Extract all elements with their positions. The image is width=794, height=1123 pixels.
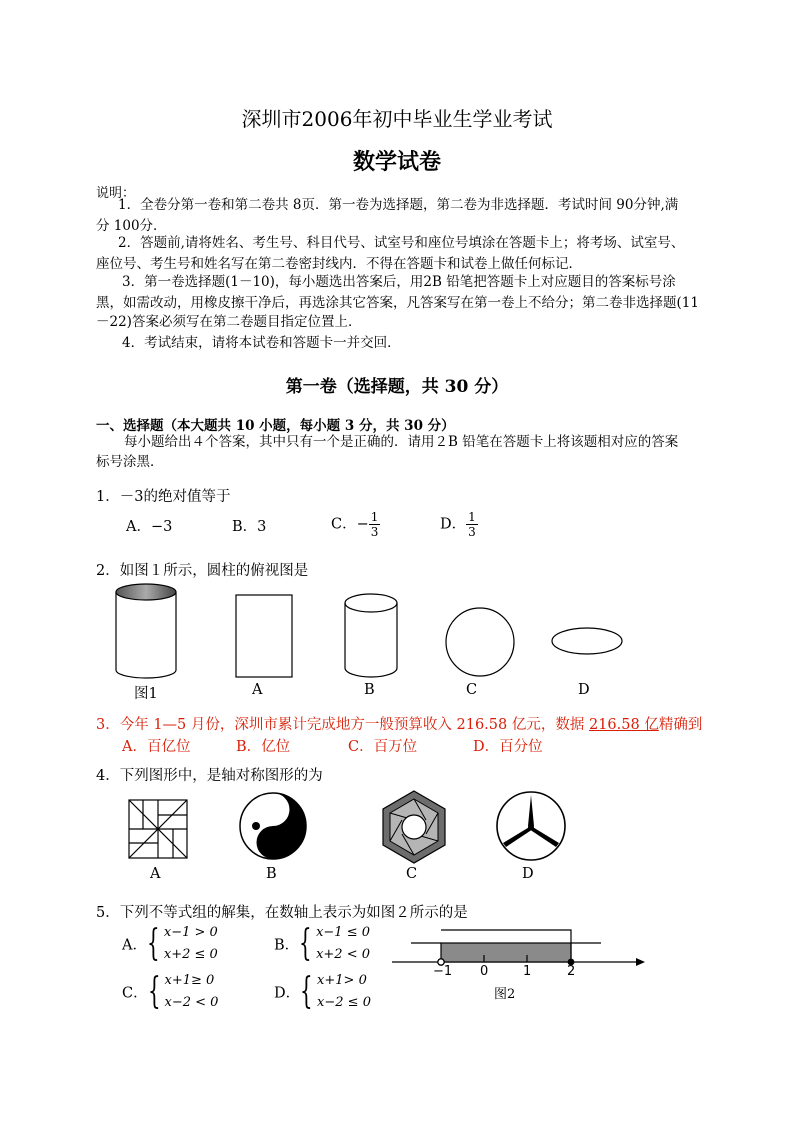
q4-label-a: A	[150, 866, 161, 882]
q4-stem: 4．下列图形中，是轴对称图形的为	[96, 768, 323, 784]
exam-title: 深圳市2006年初中毕业生学业考试	[241, 107, 553, 131]
q5-option-a: A．{ x−1 > 0 x+2 ≤ 0	[122, 923, 218, 964]
instruction-3a: 3．第一卷选择题(1－10)，每小题选出答案后，用2B 铅笔把答题卡上对应题目的答案标号涂	[122, 274, 676, 290]
tick-label-1: 1	[523, 964, 532, 979]
q4-label-b: B	[266, 866, 277, 882]
part1-head: 一、选择题（本大题共 10 小题，每小题 3 分，共 30 分）	[96, 418, 455, 434]
q4-label-d: D	[522, 866, 534, 882]
q4-label-c: C	[406, 866, 418, 882]
q2-label-b: B	[364, 682, 375, 698]
q5-fig-label: 图2	[494, 987, 516, 1002]
section-title: 第一卷（选择题，共 30 分）	[285, 377, 509, 397]
q1-option-b: B．3	[232, 519, 267, 535]
q5-option-d: D．{ x+1> 0 x−2 ≤ 0	[274, 971, 371, 1012]
q2-label-d: D	[578, 682, 590, 698]
tick-label-minus-1: −1	[433, 964, 453, 979]
q1-option-d: D． $\frac{1}{3}$	[440, 510, 476, 539]
q1-option-a: A．−3	[126, 519, 173, 535]
q2-label-c: C	[466, 682, 478, 698]
q3-option-a: A．百亿位	[122, 739, 191, 755]
tick-label-0: 0	[480, 964, 489, 979]
part1-desc-2: 标号涂黑．	[96, 454, 164, 470]
instruction-1b: 分 100分．	[96, 218, 167, 234]
instruction-4: 4．考试结束，请将本试卷和答题卡一并交回．	[122, 335, 401, 351]
instruction-1a: 1．全卷分第一卷和第二卷共 8页．第一卷为选择题，第二卷为非选择题．考试时间 90分钟,满	[118, 197, 679, 213]
axis-arrow	[636, 958, 645, 966]
instruction-2a: 2．答题前,请将姓名、考生号、科目代号、试室号和座位号填涂在答题卡上；将考场、试室号、	[118, 235, 685, 251]
q2-fig-label: 图1	[134, 686, 158, 702]
q5-option-b: B．{ x−1 ≤ 0 x+2 < 0	[274, 923, 370, 964]
q3-stem: 3．今年 1—5 月份，深圳市累计完成地方一般预算收入 216.58 亿元，数据 216.58 亿精确到	[96, 717, 703, 733]
q1-option-c: C．− $\frac{1}{3}$	[331, 510, 379, 539]
solution-region	[441, 943, 571, 962]
instruction-3b: 黑，如需改动，用橡皮擦干净后，再选涂其它答案，凡答案写在第一卷上不给分；第二卷非选择题(11	[96, 295, 699, 311]
instruction-2b: 座位号、考生号和姓名写在第二卷密封线内．不得在答题卡和试卷上做任何标记．	[96, 256, 582, 272]
q5-option-c: C．{ x+1≥ 0 x−2 < 0	[122, 971, 219, 1012]
q2-label-a: A	[252, 682, 263, 698]
instruction-3c: －22)答案必须写在第二卷题目指定位置上．	[96, 314, 362, 330]
q1-stem: 1．－3的绝对值等于	[96, 489, 231, 505]
q3-option-c: C．百万位	[348, 739, 418, 755]
q3-option-d: D．百分位	[473, 739, 543, 755]
tick-label-2: 2	[567, 964, 576, 979]
instructions-head: 说明：	[96, 186, 136, 201]
q3-option-b: B．亿位	[236, 739, 291, 755]
q5-stem: 5．下列不等式组的解集，在数轴上表示为如图２所示的是	[96, 905, 468, 921]
part1-desc-1: 每小题给出４个答案，其中只有一个是正确的．请用２B 铅笔在答题卡上将该题相对应的答案	[124, 434, 679, 450]
exam-subtitle: 数学试卷	[352, 149, 441, 175]
q2-stem: 2．如图１所示，圆柱的俯视图是	[96, 563, 309, 579]
